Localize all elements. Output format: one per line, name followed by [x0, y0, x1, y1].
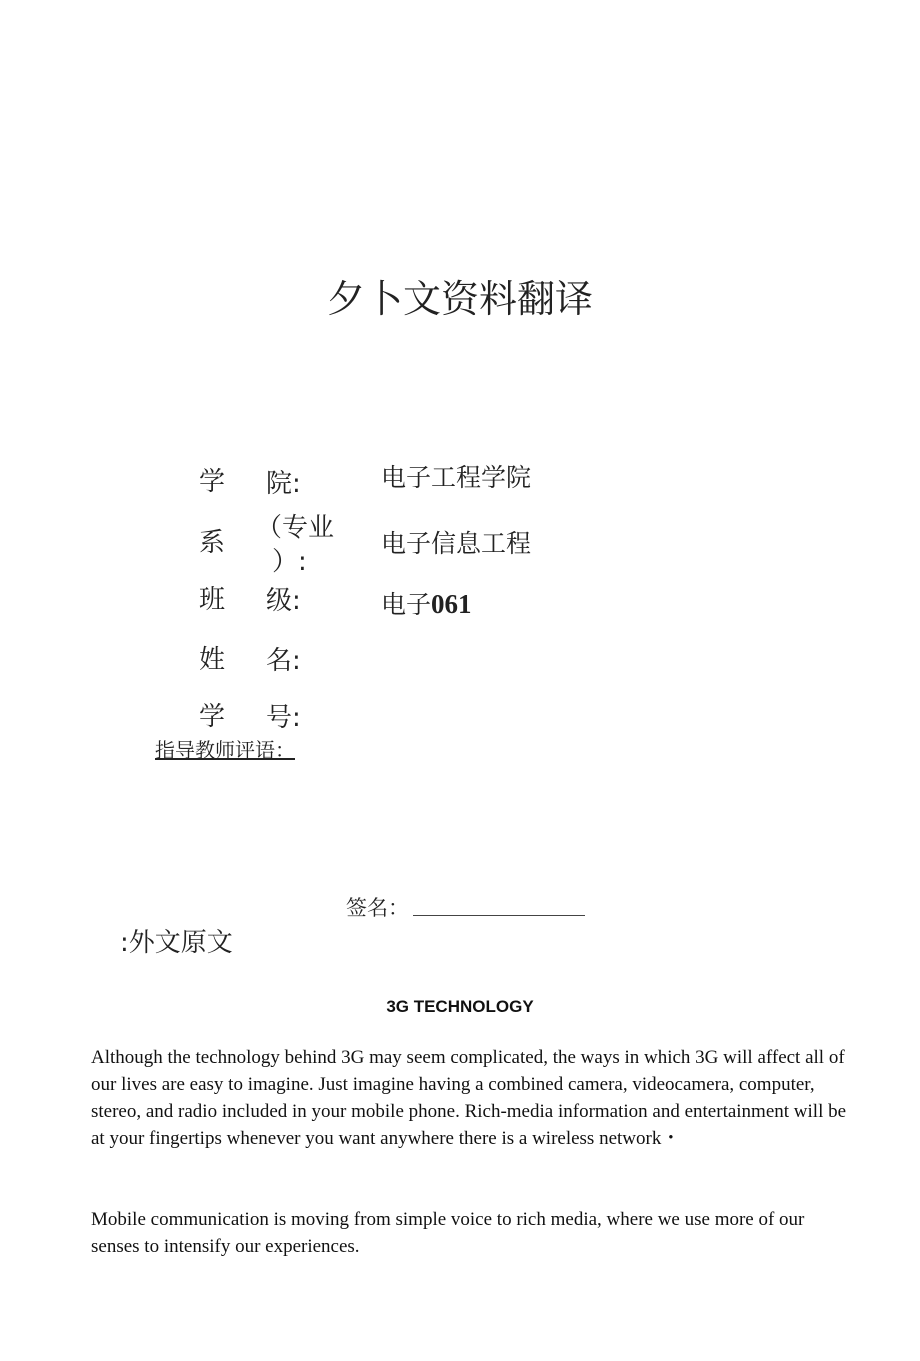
student-id-label-a: 学 [199, 702, 226, 732]
document-title: 夕卜文资料翻译 [326, 277, 593, 321]
name-label-a: 姓 [199, 645, 226, 675]
class-label-a: 班 [199, 585, 226, 615]
article-paragraph-2: Mobile communication is moving from simple voice to rich media, where we use more of our senses to intensify our experiences. [91, 1209, 805, 1257]
department-label-b-line1: （专业 [256, 513, 335, 543]
original-text-label: :外文原文 [120, 928, 233, 958]
college-label-a: 学 [199, 467, 226, 497]
college-value: 电子工程学院 [381, 463, 532, 492]
supervisor-comment-label: 指导教师评语： [155, 738, 295, 762]
department-value: 电子信息工程 [381, 529, 532, 558]
department-label-b-line2: ）: [272, 547, 307, 577]
department-label-a: 系 [199, 528, 226, 558]
college-label-b: 院: [266, 469, 301, 499]
class-value [381, 585, 472, 621]
article-paragraph-1: Although the technology behind 3G may seem complicated, the ways in which 3G will affect all of our lives are easy to imagine. Just imagine having a combined camera, videocamera, computer, stereo, and radio included in your mobile phone. Rich-media information and entertainment will be at your fingertips whenever you want anywhere there is a wireless network・ [91, 1047, 847, 1149]
class-label-b: 级: [266, 586, 301, 616]
student-id-label-b: 号: [266, 703, 301, 733]
class-value-prefix: 电子 [381, 590, 432, 619]
signature-label: 签名： [346, 896, 409, 920]
article-heading: 3G TECHNOLOGY [386, 997, 534, 1016]
name-label-b: 名: [266, 646, 301, 676]
class-value-number: 061 [431, 589, 472, 619]
signature-line [413, 915, 585, 916]
